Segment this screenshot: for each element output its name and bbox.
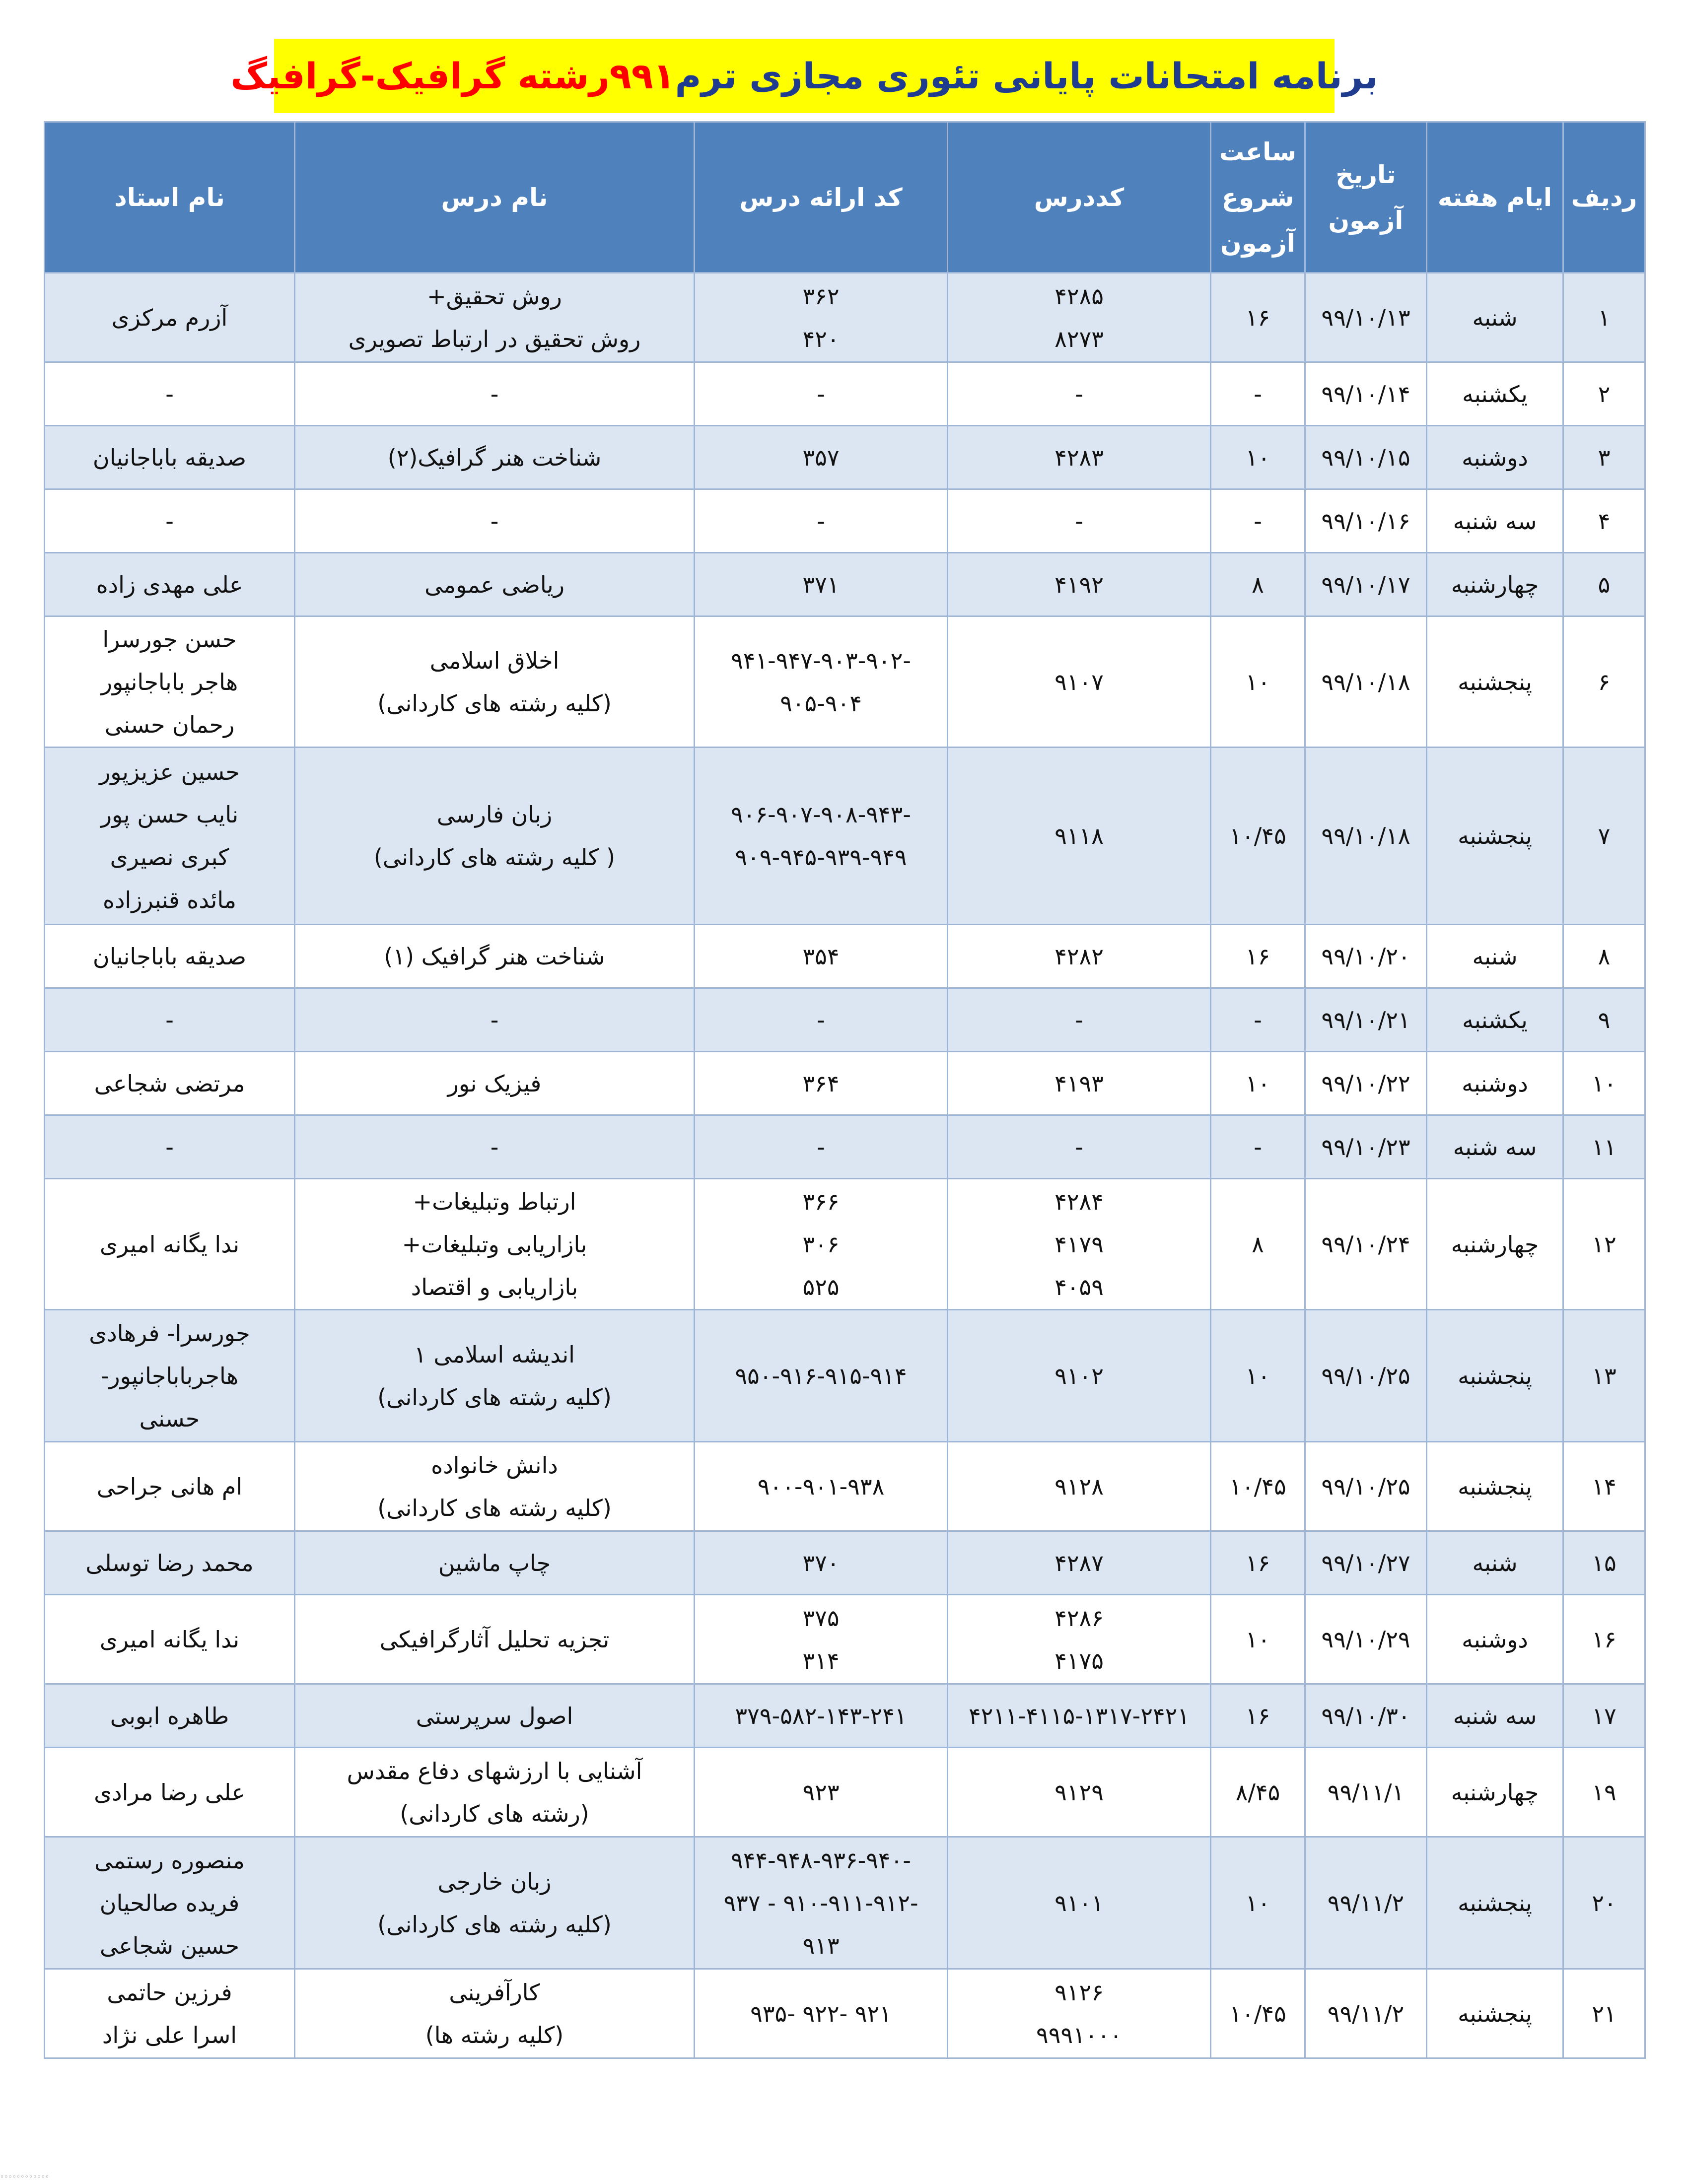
cell-course-name: آشنایی با ارزشهای دفاع مقدس (رشته های کاردانی)	[295, 1748, 695, 1837]
cell-start-time: -	[1211, 489, 1305, 553]
cell-date: ۹۹/۱۰/۲۵	[1305, 1310, 1427, 1442]
cell-instructor: حسین عزیزپور نایب حسن پور کبری نصیری مائده قنبرزاده	[45, 748, 295, 925]
cell-weekday: سه شنبه	[1427, 489, 1563, 553]
cell-instructor: محمد رضا توسلی	[45, 1531, 295, 1595]
cell-weekday: پنجشنبه	[1427, 748, 1563, 925]
cell-course-name: ارتباط وتبلیغات+ بازاریابی وتبلیغات+ بازاریابی و اقتصاد	[295, 1179, 695, 1310]
cell-weekday: پنجشنبه	[1427, 616, 1563, 748]
cell-row-no: ۸	[1563, 925, 1645, 988]
cell-date: ۹۹/۱۰/۲۳	[1305, 1115, 1427, 1179]
cell-start-time: ۸	[1211, 553, 1305, 616]
cell-start-time: -	[1211, 1115, 1305, 1179]
cell-course-name: -	[295, 489, 695, 553]
cell-weekday: یکشنبه	[1427, 362, 1563, 426]
cell-weekday: شنبه	[1427, 925, 1563, 988]
exam-schedule-table	[44, 121, 1646, 2059]
cell-offering-code: ۳۶۴	[695, 1052, 948, 1115]
cell-start-time: ۱۰	[1211, 426, 1305, 489]
cell-course-code: ۹۱۲۶ ۹۹۹۱۰۰۰	[948, 1969, 1211, 2058]
cell-course-code: ۴۲۸۲	[948, 925, 1211, 988]
table-row	[45, 362, 1645, 426]
cell-course-name: دانش خانواده (کلیه رشته های کاردانی)	[295, 1442, 695, 1531]
cell-row-no: ۲۰	[1563, 1837, 1645, 1969]
cell-offering-code: ۹۰۰-۹۰۱-۹۳۸	[695, 1442, 948, 1531]
table-row	[45, 273, 1645, 362]
cell-course-code: ۴۲۸۵ ۸۲۷۳	[948, 273, 1211, 362]
cell-start-time: ۸/۴۵	[1211, 1748, 1305, 1837]
cell-weekday: شنبه	[1427, 1531, 1563, 1595]
cell-course-code: -	[948, 489, 1211, 553]
cell-row-no: ۷	[1563, 748, 1645, 925]
header-course-name: نام درس	[295, 122, 695, 273]
cell-row-no: ۱۰	[1563, 1052, 1645, 1115]
cell-course-name: -	[295, 362, 695, 426]
table-row	[45, 616, 1645, 748]
cell-date: ۹۹/۱۰/۱۶	[1305, 489, 1427, 553]
header-weekday: ایام هفته	[1427, 122, 1563, 273]
cell-instructor: -	[45, 362, 295, 426]
cell-date: ۹۹/۱۰/۱۳	[1305, 273, 1427, 362]
cell-row-no: ۲	[1563, 362, 1645, 426]
cell-offering-code: ۳۷۱	[695, 553, 948, 616]
table-row	[45, 1442, 1645, 1531]
cell-weekday: یکشنبه	[1427, 988, 1563, 1052]
cell-offering-code: ۹۴۴-۹۴۸-۹۳۶-۹۴۰- ۹۳۷ - ۹۱۰-۹۱۱-۹۱۲- ۹۱۳	[695, 1837, 948, 1969]
cell-instructor: جورسرا- فرهادی هاجرباباجانپور- حسنی	[45, 1310, 295, 1442]
cell-instructor: علی مهدی زاده	[45, 553, 295, 616]
cell-instructor: آزرم مرکزی	[45, 273, 295, 362]
cell-course-code: -	[948, 362, 1211, 426]
cell-start-time: ۱۰	[1211, 1310, 1305, 1442]
cell-course-name: شناخت هنر گرافیک (۱)	[295, 925, 695, 988]
cell-date: ۹۹/۱۰/۲۰	[1305, 925, 1427, 988]
cell-instructor: منصوره رستمی فریده صالحیان حسین شجاعی	[45, 1837, 295, 1969]
cell-instructor: مرتضی شجاعی	[45, 1052, 295, 1115]
cell-row-no: ۱۶	[1563, 1595, 1645, 1684]
cell-date: ۹۹/۱۰/۲۵	[1305, 1442, 1427, 1531]
cell-course-code: ۴۲۸۴ ۴۱۷۹ ۴۰۵۹	[948, 1179, 1211, 1310]
cell-instructor: ندا یگانه امیری	[45, 1179, 295, 1310]
cell-course-name: فیزیک نور	[295, 1052, 695, 1115]
cell-offering-code: ۳۷۵ ۳۱۴	[695, 1595, 948, 1684]
table-row	[45, 1115, 1645, 1179]
cell-course-name: -	[295, 988, 695, 1052]
cell-date: ۹۹/۱۱/۲	[1305, 1837, 1427, 1969]
cell-course-code: ۴۱۹۳	[948, 1052, 1211, 1115]
cell-row-no: ۴	[1563, 489, 1645, 553]
cell-row-no: ۵	[1563, 553, 1645, 616]
cell-weekday: دوشنبه	[1427, 426, 1563, 489]
header-offering-code: کد ارائه درس	[695, 122, 948, 273]
cell-row-no: ۳	[1563, 426, 1645, 489]
table-row	[45, 1310, 1645, 1442]
table-row	[45, 489, 1645, 553]
cell-date: ۹۹/۱۰/۱۷	[1305, 553, 1427, 616]
table-row	[45, 1969, 1645, 2058]
cell-offering-code: ۹۴۱-۹۴۷-۹۰۳-۹۰۲- ۹۰۵-۹۰۴	[695, 616, 948, 748]
cell-date: ۹۹/۱۰/۲۲	[1305, 1052, 1427, 1115]
cell-course-code: ۹۱۰۱	[948, 1837, 1211, 1969]
cell-course-code: ۹۱۱۸	[948, 748, 1211, 925]
table-row	[45, 553, 1645, 616]
cell-course-code: ۴۲۸۷	[948, 1531, 1211, 1595]
header-date: تاریخ آزمون	[1305, 122, 1427, 273]
cell-offering-code: ۹۲۳	[695, 1748, 948, 1837]
cell-start-time: ۱۶	[1211, 273, 1305, 362]
cell-weekday: دوشنبه	[1427, 1052, 1563, 1115]
cell-course-code: ۹۱۰۷	[948, 616, 1211, 748]
header-course-code: کددرس	[948, 122, 1211, 273]
cell-instructor: صدیقه باباجانیان	[45, 925, 295, 988]
cell-date: ۹۹/۱۰/۳۰	[1305, 1684, 1427, 1748]
table-row	[45, 1837, 1645, 1969]
title-part-3: رشته گرافیک-گرافیگ	[230, 55, 610, 97]
cell-date: ۹۹/۱۰/۱۸	[1305, 748, 1427, 925]
page-title	[230, 39, 1378, 113]
cell-row-no: ۱۴	[1563, 1442, 1645, 1531]
cell-course-code: ۹۱۰۲	[948, 1310, 1211, 1442]
cell-weekday: پنجشنبه	[1427, 1969, 1563, 2058]
cell-date: ۹۹/۱۰/۱۸	[1305, 616, 1427, 748]
cell-course-name: شناخت هنر گرافیک(۲)	[295, 426, 695, 489]
schedule-body	[45, 273, 1645, 2058]
cell-offering-code: ۳۷۹-۵۸۲-۱۴۳-۲۴۱	[695, 1684, 948, 1748]
table-row	[45, 1595, 1645, 1684]
cell-start-time: ۱۰	[1211, 1052, 1305, 1115]
cell-start-time: ۱۰/۴۵	[1211, 1969, 1305, 2058]
cell-instructor: -	[45, 489, 295, 553]
cell-date: ۹۹/۱۰/۱۵	[1305, 426, 1427, 489]
table-row	[45, 1179, 1645, 1310]
cell-offering-code: ۳۷۰	[695, 1531, 948, 1595]
cell-weekday: سه شنبه	[1427, 1684, 1563, 1748]
cell-date: ۹۹/۱۱/۱	[1305, 1748, 1427, 1837]
cell-date: ۹۹/۱۰/۱۴	[1305, 362, 1427, 426]
cell-instructor: ام هانی جراحی	[45, 1442, 295, 1531]
cell-weekday: شنبه	[1427, 273, 1563, 362]
cell-offering-code: -	[695, 489, 948, 553]
cell-start-time: -	[1211, 988, 1305, 1052]
cell-course-code: ۹۱۲۸	[948, 1442, 1211, 1531]
cell-start-time: ۸	[1211, 1179, 1305, 1310]
cell-row-no: ۱	[1563, 273, 1645, 362]
cell-course-code: -	[948, 988, 1211, 1052]
cell-start-time: ۱۶	[1211, 1684, 1305, 1748]
table-row	[45, 1684, 1645, 1748]
cell-offering-code: -	[695, 1115, 948, 1179]
watermark: ◦◦◦◦◦◦◦◦◦◦◦◦	[0, 2173, 50, 2181]
cell-weekday: چهارشنبه	[1427, 553, 1563, 616]
cell-instructor: صدیقه باباجانیان	[45, 426, 295, 489]
cell-course-code: ۴۲۱۱-۴۱۱۵-۱۳۱۷-۲۴۲۱	[948, 1684, 1211, 1748]
cell-row-no: ۱۷	[1563, 1684, 1645, 1748]
cell-course-name: ریاضی عمومی	[295, 553, 695, 616]
cell-instructor: طاهره ابوبی	[45, 1684, 295, 1748]
cell-start-time: ۱۰/۴۵	[1211, 1442, 1305, 1531]
header-row-no: ردیف	[1563, 122, 1645, 273]
cell-weekday: پنجشنبه	[1427, 1442, 1563, 1531]
cell-offering-code: ۹۳۵- ۹۲۲- ۹۲۱	[695, 1969, 948, 2058]
cell-start-time: ۱۶	[1211, 925, 1305, 988]
cell-offering-code: ۹۵۰-۹۱۶-۹۱۵-۹۱۴	[695, 1310, 948, 1442]
cell-offering-code: ۳۶۲ ۴۲۰	[695, 273, 948, 362]
cell-weekday: چهارشنبه	[1427, 1179, 1563, 1310]
cell-course-code: ۴۱۹۲	[948, 553, 1211, 616]
cell-offering-code: -	[695, 988, 948, 1052]
cell-course-code: -	[948, 1115, 1211, 1179]
table-row	[45, 748, 1645, 925]
cell-course-name: کارآفرینی (کلیه رشته ها)	[295, 1969, 695, 2058]
cell-course-code: ۴۲۸۶ ۴۱۷۵	[948, 1595, 1211, 1684]
table-row	[45, 1748, 1645, 1837]
cell-weekday: پنجشنبه	[1427, 1310, 1563, 1442]
cell-course-name: -	[295, 1115, 695, 1179]
cell-course-name: اندیشه اسلامی ۱ (کلیه رشته های کاردانی)	[295, 1310, 695, 1442]
cell-instructor: علی رضا مرادی	[45, 1748, 295, 1837]
cell-row-no: ۱۲	[1563, 1179, 1645, 1310]
cell-row-no: ۱۱	[1563, 1115, 1645, 1179]
cell-row-no: ۱۹	[1563, 1748, 1645, 1837]
cell-date: ۹۹/۱۰/۲۹	[1305, 1595, 1427, 1684]
cell-row-no: ۱۵	[1563, 1531, 1645, 1595]
table-row	[45, 426, 1645, 489]
cell-weekday: چهارشنبه	[1427, 1748, 1563, 1837]
cell-course-name: اصول سرپرستی	[295, 1684, 695, 1748]
cell-course-name: چاپ ماشین	[295, 1531, 695, 1595]
cell-weekday: دوشنبه	[1427, 1595, 1563, 1684]
cell-course-name: روش تحقیق+ روش تحقیق در ارتباط تصویری	[295, 273, 695, 362]
table-row	[45, 1052, 1645, 1115]
cell-weekday: سه شنبه	[1427, 1115, 1563, 1179]
table-row	[45, 925, 1645, 988]
cell-instructor: -	[45, 988, 295, 1052]
cell-course-name: اخلاق اسلامی (کلیه رشته های کاردانی)	[295, 616, 695, 748]
cell-weekday: پنجشنبه	[1427, 1837, 1563, 1969]
cell-row-no: ۶	[1563, 616, 1645, 748]
cell-row-no: ۲۱	[1563, 1969, 1645, 2058]
cell-date: ۹۹/۱۰/۲۱	[1305, 988, 1427, 1052]
cell-offering-code: ۳۵۷	[695, 426, 948, 489]
cell-start-time: ۱۶	[1211, 1531, 1305, 1595]
cell-course-name: زبان فارسی ( کلیه رشته های کاردانی)	[295, 748, 695, 925]
cell-instructor: ندا یگانه امیری	[45, 1595, 295, 1684]
cell-row-no: ۱۳	[1563, 1310, 1645, 1442]
cell-offering-code: ۹۰۶-۹۰۷-۹۰۸-۹۴۳- ۹۰۹-۹۴۵-۹۳۹-۹۴۹	[695, 748, 948, 925]
cell-instructor: حسن جورسرا هاجر باباجانپور رحمان حسنی	[45, 616, 295, 748]
cell-start-time: ۱۰/۴۵	[1211, 748, 1305, 925]
header-start-time: ساعت شروع آزمون	[1211, 122, 1305, 273]
title-part-1: برنامه امتحانات پایانی تئوری مجازی ترم	[675, 55, 1378, 97]
table-row	[45, 1531, 1645, 1595]
cell-offering-code: -	[695, 362, 948, 426]
cell-course-name: تجزیه تحلیل آثارگرافیکی	[295, 1595, 695, 1684]
cell-date: ۹۹/۱۰/۲۴	[1305, 1179, 1427, 1310]
cell-start-time: ۱۰	[1211, 616, 1305, 748]
cell-course-code: ۹۱۲۹	[948, 1748, 1211, 1837]
cell-start-time: ۱۰	[1211, 1837, 1305, 1969]
cell-start-time: -	[1211, 362, 1305, 426]
cell-instructor: -	[45, 1115, 295, 1179]
cell-course-name: زبان خارجی (کلیه رشته های کاردانی)	[295, 1837, 695, 1969]
cell-start-time: ۱۰	[1211, 1595, 1305, 1684]
cell-offering-code: ۳۵۴	[695, 925, 948, 988]
cell-offering-code: ۳۶۶ ۳۰۶ ۵۲۵	[695, 1179, 948, 1310]
cell-course-code: ۴۲۸۳	[948, 426, 1211, 489]
cell-date: ۹۹/۱۱/۲	[1305, 1969, 1427, 2058]
header-instructor: نام استاد	[45, 122, 295, 273]
table-row	[45, 988, 1645, 1052]
cell-instructor: فرزین حاتمی اسرا علی نژاد	[45, 1969, 295, 2058]
cell-date: ۹۹/۱۰/۲۷	[1305, 1531, 1427, 1595]
title-term-number: ۹۹۱	[609, 55, 675, 97]
cell-row-no: ۹	[1563, 988, 1645, 1052]
header-row	[45, 122, 1645, 273]
